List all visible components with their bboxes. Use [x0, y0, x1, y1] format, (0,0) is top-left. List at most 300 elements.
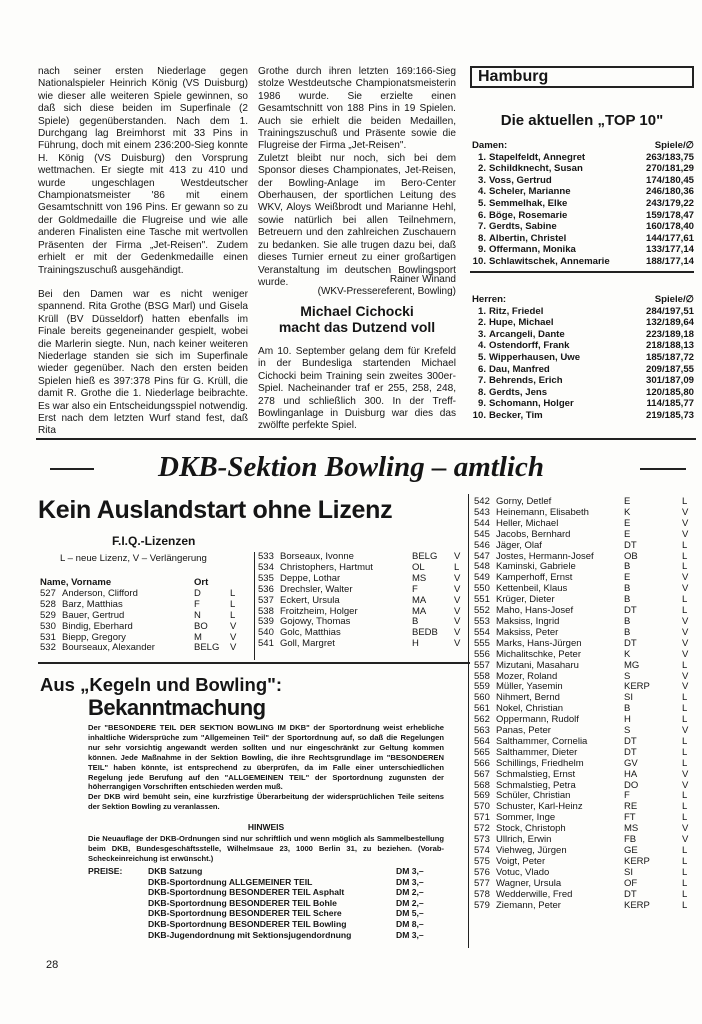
license-ort: BO	[194, 620, 208, 632]
ranking-value: 120/185,80	[645, 386, 694, 398]
ranking-value: 185/187,72	[645, 351, 694, 363]
license-list-1	[40, 578, 250, 654]
ranking-rank: 2.	[477, 317, 486, 329]
license-ort: F	[412, 583, 418, 595]
license-name: Mizutani, Masaharu	[496, 659, 579, 671]
license-st: L	[230, 587, 236, 599]
damen-label: Damen:	[472, 140, 508, 151]
price-label	[88, 898, 148, 909]
license-nr: 577	[474, 877, 490, 889]
license-nr: 555	[474, 637, 490, 649]
ranking-rank: 9.	[477, 398, 486, 410]
article-column-1	[38, 66, 248, 450]
ranking-name	[472, 306, 543, 318]
license-nr: 532	[40, 642, 56, 654]
ranking-name	[472, 233, 566, 245]
license-st: V	[682, 681, 689, 693]
player-name: Schildknecht, Susan	[489, 163, 583, 175]
ranking-rank: 8.	[477, 232, 486, 244]
license-ort: BELG	[194, 642, 220, 654]
license-ort: GE	[624, 845, 638, 856]
license-name: Gorny, Detlef	[496, 496, 552, 507]
license-ort: N	[194, 609, 201, 621]
ranking-name	[472, 375, 563, 387]
license-st: L	[682, 812, 688, 824]
damen-ranking	[472, 140, 694, 268]
license-st: L	[682, 550, 688, 562]
license-st: L	[682, 692, 688, 704]
license-ort: FT	[624, 812, 636, 824]
license-nr: 558	[474, 670, 490, 682]
license-st: V	[454, 605, 461, 617]
license-name: Nokel, Christian	[496, 703, 564, 715]
ranking-rank: 4.	[477, 340, 486, 352]
price-label: PREISE:	[88, 866, 123, 876]
license-name: Krüger, Dieter	[496, 594, 555, 606]
license-nr: 560	[474, 692, 490, 704]
price-value: DM 2,–	[396, 897, 424, 908]
license-nr: 569	[474, 790, 490, 802]
license-ort: DT	[624, 605, 637, 617]
license-ort: KERP	[624, 899, 650, 911]
license-ort: OB	[624, 550, 638, 562]
player-name: Voss, Gertrud	[489, 174, 552, 186]
license-row	[474, 879, 696, 890]
license-st: L	[682, 594, 688, 606]
ranking-row	[472, 317, 694, 329]
license-st: V	[454, 594, 461, 606]
ranking-name	[472, 387, 547, 399]
player-name: Scheler, Marianne	[489, 186, 571, 198]
license-st: L	[682, 855, 688, 867]
license-name: Sommer, Inge	[496, 812, 556, 824]
license-name: Froitzheim, Holger	[280, 605, 358, 617]
license-nr: 528	[40, 598, 56, 610]
license-nr: 529	[40, 609, 56, 621]
article-paragraph: Grothe durch ihren letzten 169:166-Sieg stolze Westdeutsche Championatsmeisterin 1986 wurde. Sie erzielte einen Gesamtschnitt von 188 Pins in 19 Spielen. Auch sie erhielt die beiden Medaillen, Trainingszuschuß und Präsente sowie die Flugreise der Firma „Jet-Reisen".	[258, 66, 456, 152]
license-name: Bauer, Gertrud	[62, 609, 125, 621]
column-rule	[254, 552, 255, 660]
license-nr: 533	[258, 551, 274, 562]
license-st: L	[682, 757, 688, 769]
license-name: Nihmert, Bernd	[496, 692, 560, 704]
player-name: Ritz, Friedel	[489, 305, 544, 317]
ranking-row	[472, 375, 694, 387]
ranking-row	[472, 152, 694, 164]
license-name: Drechsler, Walter	[280, 583, 353, 595]
license-st: L	[682, 539, 688, 551]
license-ort: B	[624, 703, 631, 715]
license-ort: MA	[412, 605, 427, 617]
ranking-row	[472, 198, 694, 210]
license-nr: 578	[474, 888, 490, 900]
price-value: DM 3,–	[396, 876, 424, 887]
player-name: Offermann, Monika	[489, 244, 576, 256]
lizenz-legend: L – neue Lizenz, V – Verlängerung	[60, 553, 207, 564]
license-st: V	[682, 528, 689, 540]
license-row	[474, 661, 696, 672]
license-ort: B	[624, 583, 631, 595]
license-nr: 563	[474, 725, 490, 737]
license-nr: 575	[474, 855, 490, 867]
license-ort: DT	[624, 539, 637, 551]
price-label	[88, 908, 148, 919]
price-value: DM 8,–	[396, 918, 424, 929]
license-ort: BEDB	[412, 627, 438, 639]
license-name: Christophers, Hartmut	[280, 561, 373, 573]
ranking-rank: 7.	[477, 221, 486, 233]
ranking-rank: 4.	[477, 186, 486, 198]
ranking-name	[472, 198, 567, 210]
license-st: V	[454, 551, 461, 562]
price-label	[88, 877, 148, 888]
license-ort: E	[624, 496, 631, 507]
ranking-row	[472, 387, 694, 399]
herren-ranking	[472, 294, 694, 422]
ranking-value: 218/188,13	[645, 340, 694, 352]
license-nr: 557	[474, 659, 490, 671]
license-st: L	[682, 735, 688, 747]
price-row	[88, 898, 448, 909]
license-name: Maho, Hans-Josef	[496, 605, 574, 617]
license-st: V	[682, 615, 689, 627]
player-name: Gerdts, Sabine	[489, 221, 557, 233]
ranking-row	[472, 210, 694, 222]
ranking-row	[472, 306, 694, 318]
license-row	[40, 622, 250, 633]
license-nr: 530	[40, 620, 56, 632]
license-nr: 559	[474, 681, 490, 693]
license-st: V	[682, 768, 689, 780]
ranking-row	[472, 398, 694, 410]
license-ort: D	[194, 587, 201, 599]
license-nr: 571	[474, 812, 490, 824]
price-value: DM 2,–	[396, 887, 424, 898]
license-row	[474, 901, 696, 912]
price-item: DKB-Sportordnung ALLGEMEINER TEIL	[148, 876, 313, 887]
license-ort: H	[412, 638, 419, 650]
license-nr: 561	[474, 703, 490, 715]
ranking-rank: 8.	[477, 386, 486, 398]
bekanntmachung-source: Aus „Kegeln und Bowling":	[40, 674, 283, 695]
license-name: Biepp, Gregory	[62, 631, 126, 643]
license-name: Gojowy, Thomas	[280, 616, 351, 628]
license-row	[474, 530, 696, 541]
license-ort: OF	[624, 877, 638, 889]
license-row	[474, 541, 696, 552]
player-name: Gerdts, Jens	[489, 386, 548, 398]
ranking-header	[472, 294, 694, 306]
ranking-rank: 3.	[477, 328, 486, 340]
license-nr: 568	[474, 779, 490, 791]
license-st: L	[682, 801, 688, 813]
license-nr: 579	[474, 899, 490, 911]
license-list-2	[258, 552, 470, 650]
article-paragraph: Zuletzt bleibt nur noch, sich bei dem Sponsor dieses Championates, Jet-Reisen, der Bowling-Anlage im Bero-Center Oberhausen, der sportlichen Leitung des WKV, Aloys Weißbrodt und Marianne Hehl, sowie natürlich bei allen Teilnehmern, Betreuern und den zahlreichen Zuschauern zu bedanken. Sie alle trugen dazu bei, daß dieses Turnier erneut zu einer großartigen Veranstaltung im deutschen Bowlingsport wurde.	[258, 152, 456, 288]
license-name: Oppermann, Rudolf	[496, 714, 579, 726]
price-item: DKB-Sportordnung BESONDERER TEIL Schere	[148, 908, 342, 919]
article-column-2	[258, 66, 456, 289]
license-nr: 535	[258, 572, 274, 584]
ranking-name	[472, 340, 570, 352]
license-row	[258, 585, 470, 596]
ranking-value: 132/189,64	[645, 317, 694, 329]
ranking-value: 219/185,73	[645, 409, 694, 421]
license-st: V	[682, 637, 689, 649]
ranking-row	[472, 364, 694, 376]
signature	[258, 274, 456, 299]
license-ort: MS	[412, 572, 427, 584]
player-name: Semmelhak, Elke	[489, 197, 568, 209]
section-title: DKB-Sektion Bowling – amtlich	[158, 451, 544, 483]
license-name: Wedderwille, Fred	[496, 888, 573, 900]
license-nr: 544	[474, 517, 490, 529]
ranking-row	[472, 410, 694, 422]
ranking-value: 160/178,40	[645, 221, 694, 233]
ranking-value: 301/187,09	[645, 375, 694, 387]
license-name: Voigt, Peter	[496, 855, 546, 867]
license-ort: DT	[624, 888, 637, 900]
license-st: L	[682, 899, 688, 911]
license-name: Borseaux, Ivonne	[280, 551, 354, 562]
ranking-row	[472, 221, 694, 233]
license-nr: 564	[474, 735, 490, 747]
license-st: L	[682, 659, 688, 671]
license-nr: 554	[474, 626, 490, 638]
ranking-row	[472, 163, 694, 175]
ranking-rank: 10.	[472, 255, 486, 267]
price-row	[88, 866, 448, 877]
license-name: Goll, Margret	[280, 638, 335, 650]
ranking-rank: 9.	[477, 244, 486, 256]
license-nr: 542	[474, 496, 490, 507]
license-name: Salthammer, Dieter	[496, 746, 578, 758]
price-row	[88, 877, 448, 888]
license-ort: BELG	[412, 551, 438, 562]
player-name: Dau, Manfred	[489, 363, 550, 375]
price-item: DKB-Sportordnung BESONDERER TEIL Bowling	[148, 918, 347, 929]
player-name: Schlawitschek, Annemarie	[489, 255, 610, 267]
license-nr: 572	[474, 823, 490, 835]
license-name: Barz, Matthias	[62, 598, 123, 610]
license-name: Ziemann, Peter	[496, 899, 561, 911]
player-name: Behrends, Erich	[489, 375, 563, 387]
article-paragraph: Bei den Damen war es nicht weniger spannend. Rita Grothe (BSG Marl) und Gisela Krüll (BV Düsseldorf) hatten ebenfalls im Finale bereits gegeneinander gespielt, wobei die Marlerin siegte. Nun, nach keiner weiteren Niederlage standen sie sich im Superfinale wieder gegenüber. Nach den ersten beiden Spielen hieß es 397:378 Pins für G. Krüll, die damit R. Grothe die 1. Niederlage beibrachte. Es war also ein Entscheidungsspiel notwendig. Erst nach dem letzten Wurf stand fest, daß Rita	[38, 288, 248, 437]
license-ort: H	[624, 714, 631, 726]
license-st: L	[230, 609, 236, 621]
ranking-value: 263/183,75	[645, 151, 694, 163]
ranking-value: 144/177,61	[645, 232, 694, 244]
license-name: Deppe, Lothar	[280, 572, 341, 584]
license-st: L	[682, 746, 688, 758]
ranking-value: 174/180,45	[645, 174, 694, 186]
ranking-name	[472, 210, 567, 222]
license-name: Kettenbeil, Klaus	[496, 583, 568, 595]
cichocki-title	[258, 303, 456, 335]
license-ort: B	[412, 616, 419, 628]
license-st: L	[682, 561, 688, 573]
ranking-row	[472, 256, 694, 268]
ranking-value: 133/177,14	[645, 244, 694, 256]
player-name: Albertin, Christel	[489, 232, 567, 244]
license-name: Schmalstieg, Petra	[496, 779, 576, 791]
license-nr: 565	[474, 746, 490, 758]
license-ort: B	[624, 626, 631, 638]
ranking-rank: 3.	[477, 174, 486, 186]
license-ort: K	[624, 506, 631, 518]
license-ort: MS	[624, 823, 639, 835]
license-ort: MA	[412, 594, 427, 606]
ranking-name	[472, 175, 552, 187]
license-name: Jacobs, Bernhard	[496, 528, 571, 540]
license-name: Michalitschke, Peter	[496, 648, 582, 660]
license-row	[40, 611, 250, 622]
license-nr: 562	[474, 714, 490, 726]
ranking-value: 246/180,36	[645, 186, 694, 198]
license-ort: GV	[624, 757, 638, 769]
ranking-rank: 1.	[477, 151, 486, 163]
license-st: L	[454, 561, 460, 573]
license-st: V	[230, 642, 237, 654]
license-ort: B	[624, 561, 631, 573]
player-name: Böge, Rosemarie	[489, 209, 568, 221]
hamburg-box: Hamburg	[470, 66, 694, 88]
license-ort: HA	[624, 768, 638, 780]
license-st: V	[454, 638, 461, 650]
license-name: Jostes, Hermann-Josef	[496, 550, 594, 562]
hinweis-text: Die Neuauflage der DKB-Ordnungen sind nur schriftlich und wenn möglich als Sammelbestellung beim DKB, Bundesgeschäftsstelle, Wilhelmsaue 23, 1000 Berlin 31, zu beziehen. (Vorab-Scheckeinreichung ist erwünscht.)	[88, 834, 444, 863]
license-nr: 552	[474, 605, 490, 617]
ranking-row	[472, 186, 694, 198]
license-ort: M	[194, 631, 202, 643]
license-row	[474, 650, 696, 661]
license-st: V	[682, 626, 689, 638]
column-rule	[468, 494, 469, 948]
license-name: Wagner, Ursula	[496, 877, 562, 889]
ranking-name	[472, 256, 610, 268]
ranking-rank: 10.	[472, 409, 486, 421]
license-name: Schillings, Friedhelm	[496, 757, 584, 769]
license-ort: E	[624, 572, 631, 584]
license-nr: 531	[40, 631, 56, 643]
license-name: Heller, Michael	[496, 517, 559, 529]
license-row	[474, 890, 696, 901]
license-name: Kamperhoff, Ernst	[496, 572, 573, 584]
license-nr: 551	[474, 594, 490, 606]
ranking-value: 209/187,55	[645, 363, 694, 375]
price-label	[88, 919, 148, 930]
license-ort: FB	[624, 834, 637, 846]
price-row	[88, 919, 448, 930]
price-item: DKB-Sportordnung BESONDERER TEIL Asphalt	[148, 887, 345, 898]
license-st: L	[682, 496, 688, 507]
license-st: L	[682, 714, 688, 726]
ranking-name	[472, 163, 583, 175]
license-st: V	[682, 725, 689, 737]
license-name: Bourseaux, Alexander	[62, 642, 155, 654]
license-nr: 538	[258, 605, 274, 617]
ranking-row	[472, 233, 694, 245]
player-name: Arcangeli, Dante	[489, 328, 565, 340]
player-name: Becker, Tim	[489, 409, 543, 421]
license-row	[40, 643, 250, 654]
section-rule	[36, 438, 696, 440]
license-st: V	[230, 620, 237, 632]
ranking-rank: 5.	[477, 351, 486, 363]
license-ort: RE	[624, 801, 638, 813]
license-st: V	[682, 670, 689, 682]
cichocki-title-line: Michael Cichocki	[300, 303, 414, 319]
license-ort: SI	[624, 866, 633, 878]
price-value: DM 3,–	[396, 929, 424, 940]
player-name: Schomann, Holger	[489, 398, 574, 410]
license-ort: B	[624, 594, 631, 606]
license-st: L	[682, 877, 688, 889]
license-nr: 527	[40, 587, 56, 599]
price-row	[88, 908, 448, 919]
license-nr: 543	[474, 506, 490, 518]
ranking-value: 114/185,77	[646, 398, 694, 410]
license-name: Jäger, Olaf	[496, 539, 542, 551]
license-st: V	[454, 627, 461, 639]
license-name: Schüler, Christian	[496, 790, 571, 802]
license-list-3	[474, 497, 696, 911]
license-nr: 574	[474, 845, 490, 856]
price-row	[88, 930, 448, 941]
signature-role: (WKV-Pressereferent, Bowling)	[317, 286, 456, 298]
ranking-rank: 5.	[477, 197, 486, 209]
license-nr: 553	[474, 615, 490, 627]
price-value: DM 5,–	[396, 908, 424, 919]
license-row	[258, 639, 470, 650]
ranking-name	[472, 186, 571, 198]
price-row	[88, 887, 448, 898]
price-label	[88, 930, 148, 941]
license-ort: KERP	[624, 681, 650, 693]
ranking-row	[472, 244, 694, 256]
ranking-name	[472, 410, 543, 422]
license-nr: 570	[474, 801, 490, 813]
license-name: Viehweg, Jürgen	[496, 845, 567, 856]
license-row	[474, 770, 696, 781]
license-st: L	[682, 845, 688, 856]
license-st: V	[682, 517, 689, 529]
license-st: L	[682, 605, 688, 617]
player-name: Hupe, Michael	[489, 317, 554, 329]
license-nr: 541	[258, 638, 274, 650]
ranking-rank: 6.	[477, 209, 486, 221]
ranking-value: 270/181,29	[645, 163, 694, 175]
price-item: DKB-Sportordnung BESONDERER TEIL Bohle	[148, 897, 337, 908]
license-ort: DT	[624, 637, 637, 649]
license-name: Bindig, Eberhard	[62, 620, 133, 632]
license-row	[258, 596, 470, 607]
license-st: L	[682, 888, 688, 900]
cichocki-text: Am 10. September gelang dem für Krefeld in der Bundesliga startenden Michael Cichocki beim Training sein zweites 300er-Spiel. Nacheinander traf er 255, 258, 248, 278 und schließlich 300. In der Treff-Bowlinganlage in Duisburg war dies das zwölfte perfekte Spiel.	[258, 346, 456, 432]
license-name: Heinemann, Elisabeth	[496, 506, 589, 518]
license-nr: 545	[474, 528, 490, 540]
license-ort: DT	[624, 735, 637, 747]
license-st: V	[230, 631, 237, 643]
divider-line	[470, 271, 694, 273]
ranking-name	[472, 221, 557, 233]
license-nr: 534	[258, 561, 274, 573]
license-st: V	[454, 583, 461, 595]
herren-label: Herren:	[472, 294, 507, 305]
price-item: DKB Satzung	[148, 866, 203, 876]
license-st: L	[230, 598, 236, 610]
license-nr: 566	[474, 757, 490, 769]
